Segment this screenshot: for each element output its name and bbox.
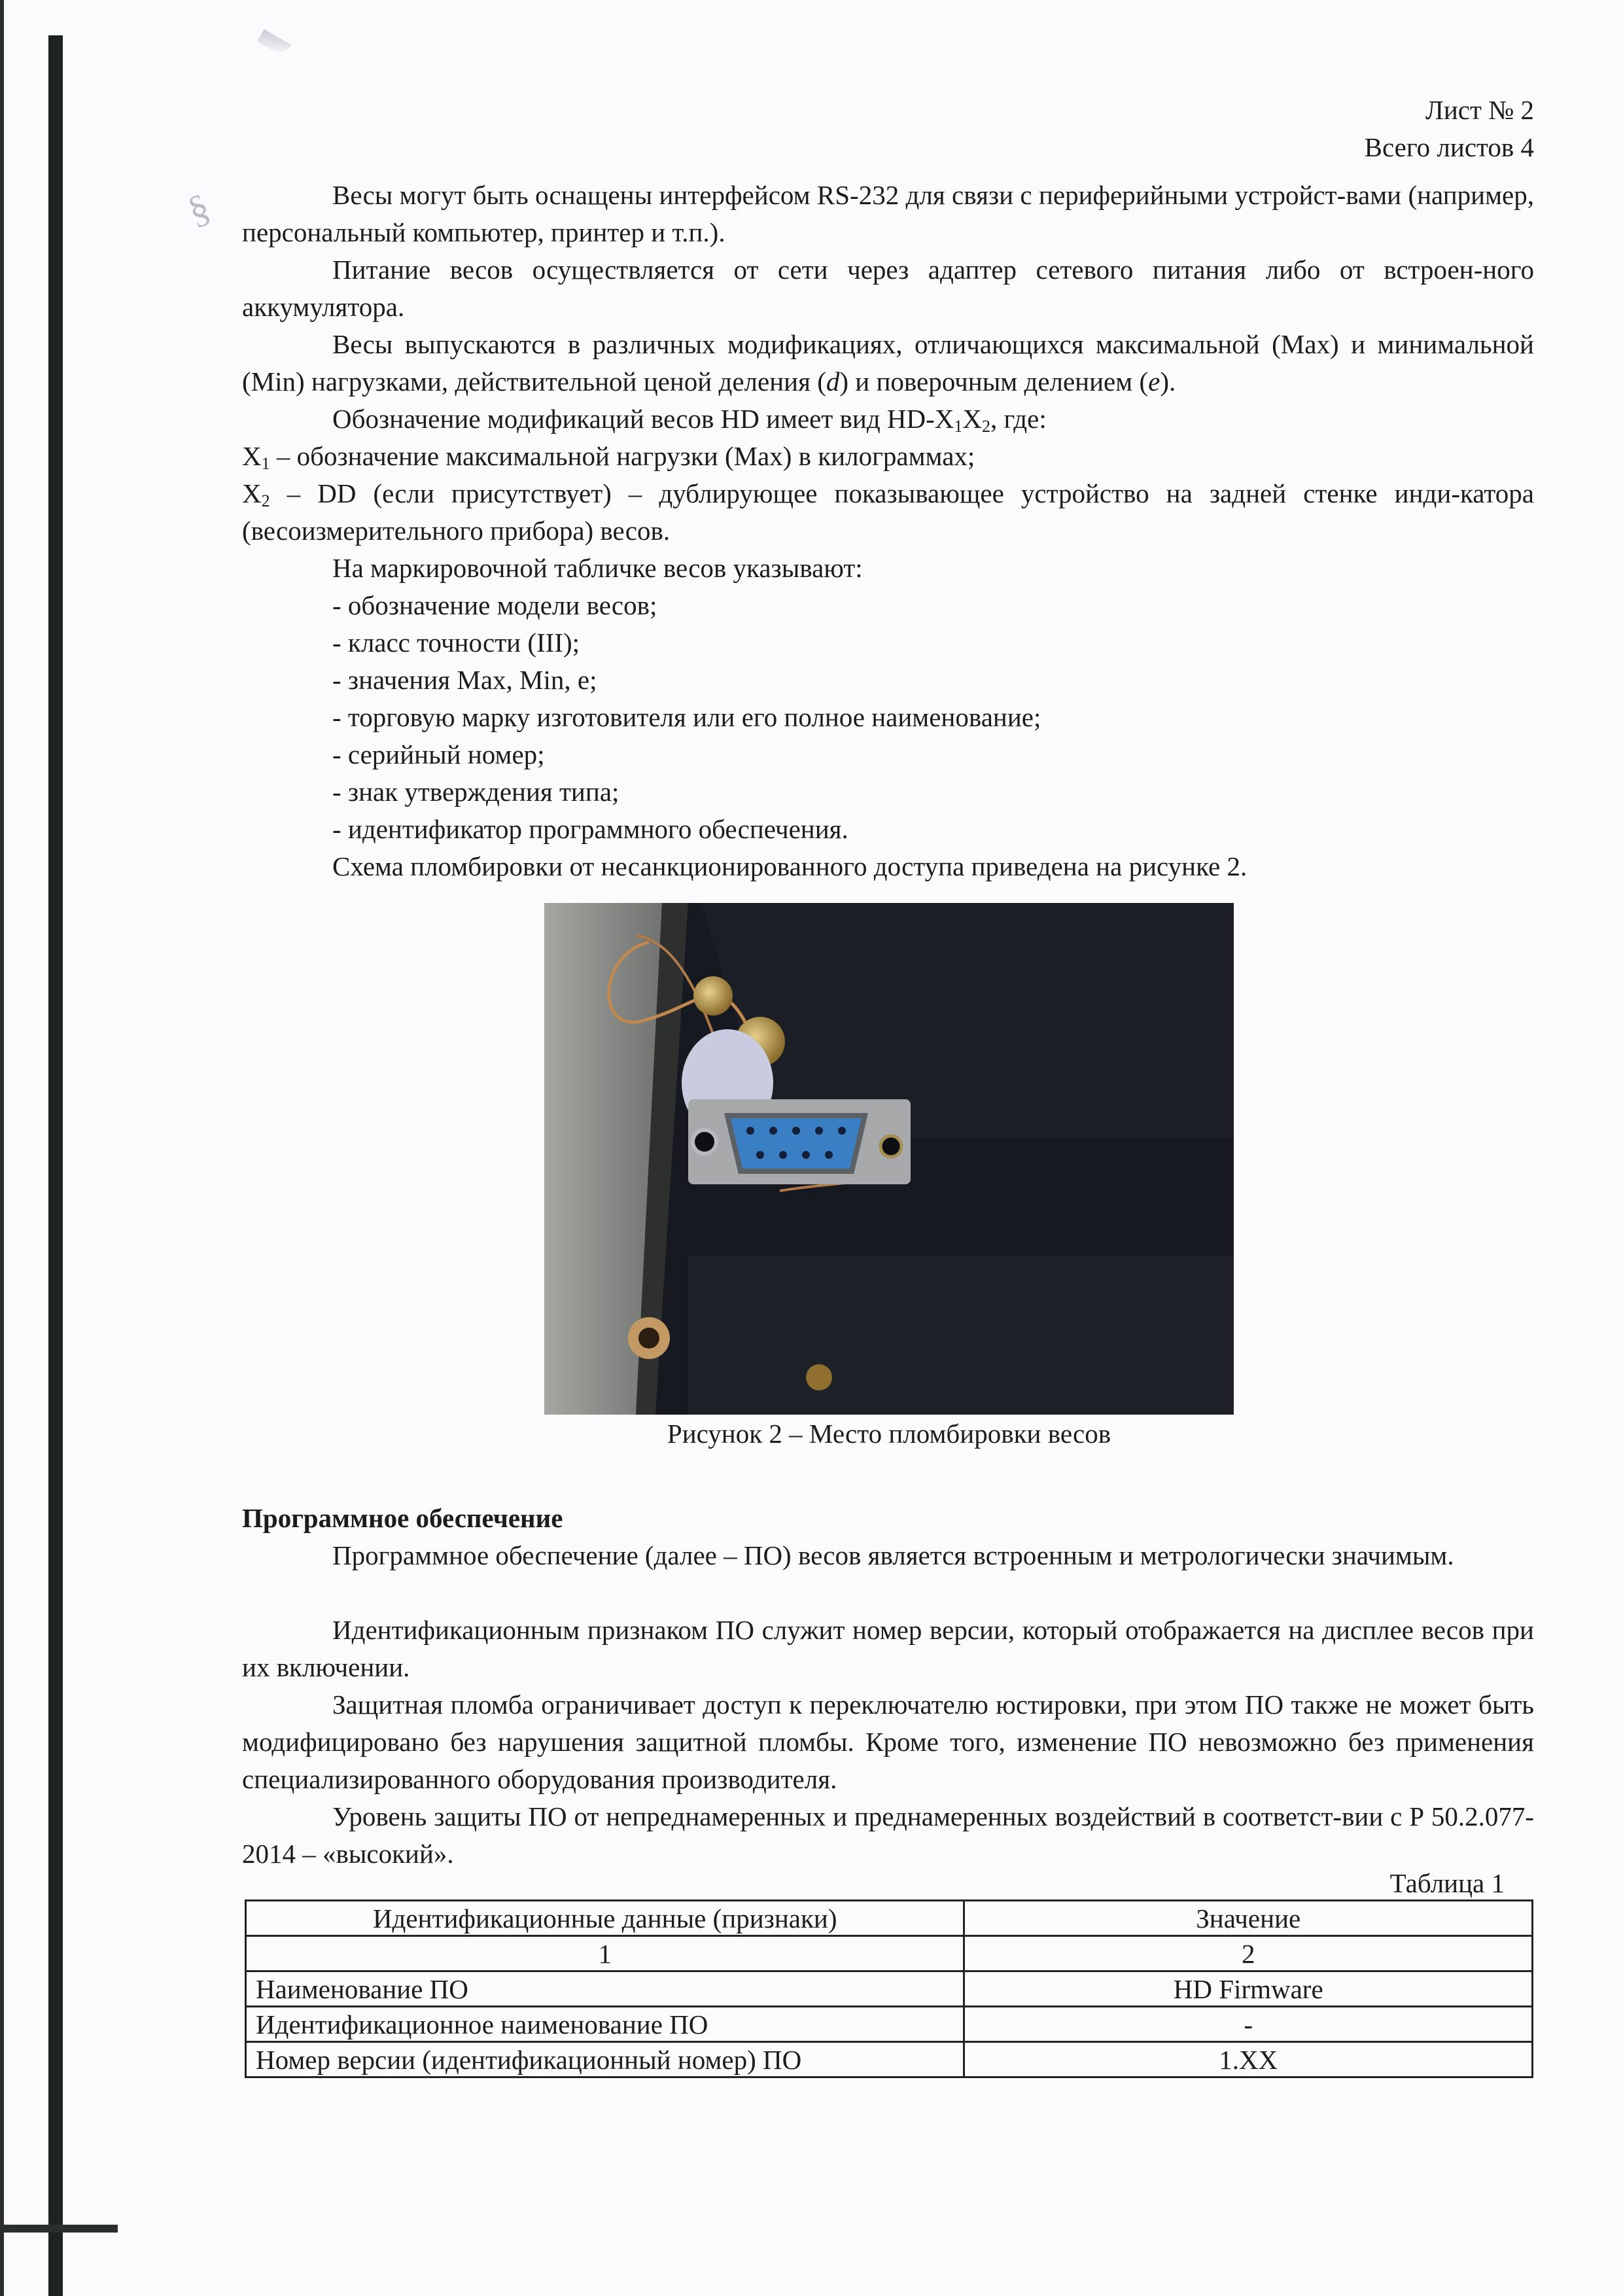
table-row	[246, 2042, 1533, 2077]
binder-mark	[48, 35, 63, 2296]
paragraph-power: Питание весов осуществляется от сети через адаптер сетевого питания либо от встроен-ного аккумулятора.	[242, 255, 1534, 322]
db9-connector	[727, 1116, 865, 1171]
seal-photo-illustration	[544, 903, 1234, 1415]
connector-screw	[881, 1136, 901, 1157]
table-cell-value: 1.XX	[964, 2042, 1533, 2077]
column-number: 2	[964, 1936, 1533, 1971]
threaded-insert	[806, 1364, 832, 1390]
table-row	[246, 2007, 1533, 2042]
brass-screw	[693, 976, 733, 1016]
paragraph-protection-seal: Защитная пломба ограничивает доступ к переключателю юстировки, при этом ПО также не может быть модифицировано без нарушения защитной пломбы. Кроме того, изменение ПО невозможно без применения специализированного оборудования производителя.	[242, 1689, 1534, 1794]
lower-panel	[688, 1256, 1234, 1415]
marking-item: - значения Max, Min, e;	[332, 665, 597, 695]
scan-edge-bottom	[0, 2225, 118, 2233]
scan-smudge: §	[182, 185, 216, 233]
table-cell-value: HD Firmware	[964, 1971, 1533, 2007]
marking-intro: На маркировочной табличке весов указывают:	[332, 553, 863, 583]
total-sheets: Всего листов 4	[1364, 132, 1534, 162]
figure-caption: Рисунок 2 – Место пломбировки весов	[667, 1419, 1111, 1449]
marking-item: - обозначение модели весов;	[332, 590, 657, 620]
connector-screw	[693, 1130, 716, 1154]
column-header: Значение	[964, 1901, 1533, 1936]
marking-item: - класс точности (III);	[332, 627, 580, 658]
marking-item: - знак утверждения типа;	[332, 777, 620, 807]
scan-smudge	[257, 29, 292, 57]
seal-scheme-text: Схема пломбировки от несанкционированного доступа приведена на рисунке 2.	[332, 851, 1248, 881]
seal-location-photo	[544, 903, 1234, 1415]
x2-definition: $X_2$ – DD (если присутствует) – дублирующее показывающее устройство на задней стенке инди-катора (весоизмерительного прибора) весов.	[242, 478, 1534, 546]
section-heading-software: Программное обеспечение	[242, 1503, 563, 1533]
paragraph-software: Программное обеспечение (далее – ПО) весов является встроенным и метрологически значимым.	[332, 1540, 1454, 1570]
column-number: 1	[246, 1936, 964, 1971]
column-header: Идентификационные данные (признаки)	[246, 1901, 964, 1936]
paragraph-modifications: Весы выпускаются в различных модификациях, отличающихся максимальной (Max) и минимальной (Min) нагрузками, действительной ценой деления (d) и поверочным делением (e).	[242, 329, 1534, 397]
sheet-number: Лист № 2	[1425, 95, 1534, 125]
table-cell-attribute: Номер версии (идентификационный номер) ПО	[246, 2042, 964, 2077]
paragraph-protection-level: Уровень защиты ПО от непреднамеренных и преднамеренных воздействий в соответст-вии с Р 50.2.077-2014 – «высокий».	[242, 1801, 1534, 1869]
marking-item: - идентификатор программного обеспечения.	[332, 814, 848, 844]
x1-definition: $X_1$ – обозначение максимальной нагрузки (Max) в килограммах;	[242, 441, 975, 473]
designation-line: Обозначение модификаций весов HD имеет вид $HD-X_1X_2$, где:	[332, 404, 1047, 436]
table-header-row	[246, 1901, 1533, 1936]
software-id-table	[245, 1899, 1533, 2078]
table-label: Таблица 1	[1389, 1868, 1505, 1898]
table-cell-attribute: Идентификационное наименование ПО	[246, 2007, 964, 2042]
paragraph-identification: Идентификационным признаком ПО служит номер версии, который отображается на дисплее весов при их включении.	[242, 1615, 1534, 1682]
paragraph-interface: Весы могут быть оснащены интерфейсом RS-232 для связи с периферийными устройст-вами (например, персональный компьютер, принтер и т.п.).	[242, 180, 1534, 247]
marking-item: - серийный номер;	[332, 739, 545, 769]
table-cell-value: -	[964, 2007, 1533, 2042]
scan-edge	[0, 0, 4, 2296]
table-cell-attribute: Наименование ПО	[246, 1971, 964, 2007]
table-numbering-row	[246, 1936, 1533, 1971]
table-row	[246, 1971, 1533, 2007]
marking-item: - торговую марку изготовителя или его полное наименование;	[332, 702, 1041, 732]
